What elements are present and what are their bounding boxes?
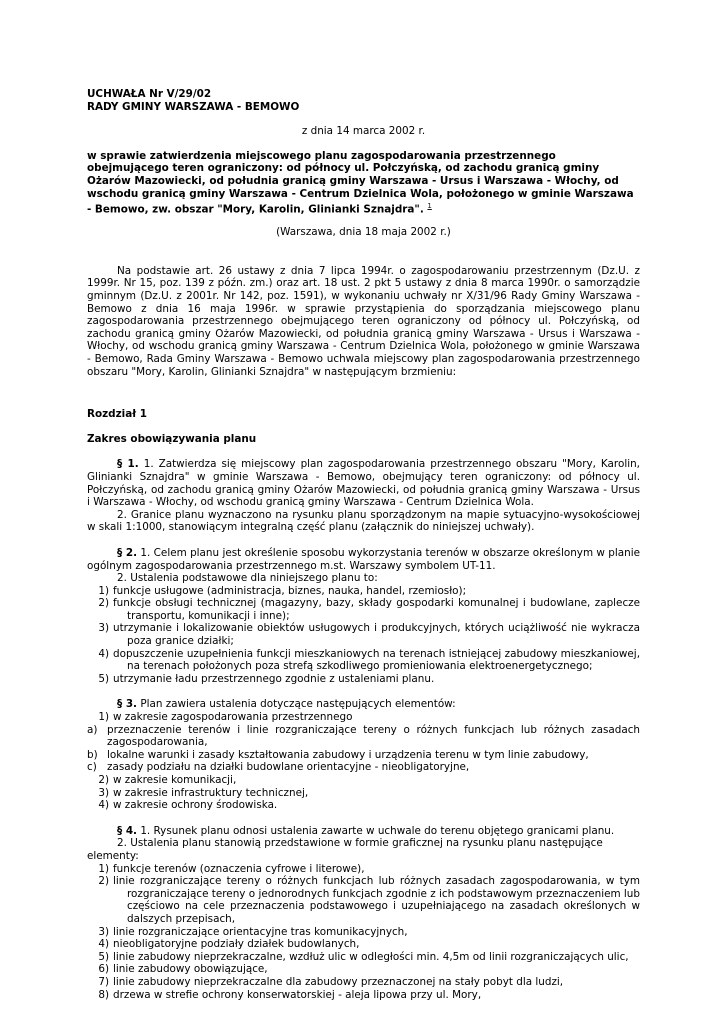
section-3-para-1: Plan zawiera ustalenia dotyczące następujących elementów: [140,698,456,711]
list-item: 5) utrzymanie ładu przestrzennego zgodnie z ustaleniami planu. [98,672,435,685]
section-2-mark: § 2. [117,546,138,559]
section-1-para-1: 1. Zatwierdza się miejscowy plan zagospodarowania przestrzennego obszaru "Mory, Karolin, Glinianki Sznajdra" w gminie Warszawa - Bemowo, obejmujący teren ograniczony: od północy ul. Połczyńską, od zachodu granicą gminy Ożarów Mazowiecki, od południa granicą gminy Warszawa - Ursus i Warszawa - Włochy, od wschodu granicą gminy Warszawa - Centrum Dzielnica Wola. [87,458,640,509]
section-2-list [87,585,640,686]
list-item: 4) nieobligatoryjne podziały działek budowlanych, [98,938,360,951]
list-item: 6) linie zabudowy obowiązujące, [98,963,268,976]
resolution-number: UCHWAŁA Nr V/29/02 [87,88,212,100]
section-2-para-2: 2. Ustalenia podstawowe dla niniejszego planu to: [117,572,378,585]
subject-text: w sprawie zatwierdzenia miejscowego planu zagospodarowania przestrzennego obejmującego teren ograniczony: od północy ul. Połczyńską, od zachodu granicą gminy Ożarów Mazowiecki, od południa granicą gminy Warszawa - Ursus i Warszawa - Włochy, od wschodu granicą gminy Warszawa - Centrum Dzielnica Wola, położonego w gminie Warszawa - Bemowo, zw. obszar "Mory, Karolin, Glinianki Sznajdra". [87,149,634,216]
section-3-list-continued [87,774,640,812]
list-item: b) lokalne warunki i zasady kształtowania zabudowy i urządzenia terenu w tym linie zabudowy, [87,748,589,761]
section-1-para-2: 2. Granice planu wyznaczono na rysunku planu sporządzonym na mapie sytuacyjno-wysokościowej w skali 1:1000, stanowiącym integralną część planu (załącznik do niniejszej uchwały). [87,508,640,534]
preamble: Na podstawie art. 26 ustawy z dnia 7 lipca 1994r. o zagospodarowaniu przestrzennym (Dz.U. z 1999r. Nr 15, poz. 139 z późn. zm.) oraz art. 18 ust. 2 pkt 5 ustawy z dnia 8 marca 1990r. o samorządzie gminnym (Dz.U. z 2001r. Nr 142, poz. 1591), w wykonaniu uchwały nr X/31/96 Rady Gminy Warszawa - Bemowo z dnia 16 maja 1996r. w sprawie przystąpienia do sporządzania miejscowego planu zagospodarowania przestrzennego obejmującego teren ograniczony od północy ul. Połczyńską, od zachodu granicą gminy Ożarów Mazowiecki, od południa granicą gminy Warszawa - Ursus i Warszawa - Włochy, od wschodu granicą gminy Warszawa - Centrum Dzielnica Wola, położonego w gminie Warszawa - Bemowo, Rada Gminy Warszawa - Bemowo uchwala miejscowy plan zagospodarowania przestrzennego obszaru "Mory, Karolin, Glinianki Sznajdra" w następującym brzmieniu: [87,264,640,378]
list-item: 1) w zakresie zagospodarowania przestrzennego [98,711,353,724]
section-2-para-1: 1. Celem planu jest określenie sposobu wykorzystania terenów w obszarze określonym w planie ogólnym zagospodarowania przestrzennego m.st. Warszawy symbolem UT-11. [87,546,640,572]
list-item: 1) funkcje terenów (oznaczenia cyfrowe i literowe), [98,862,365,875]
list-item: 2) linie rozgraniczające tereny o różnych funkcjach lub różnych zasadach zagospodarowania, w tym rozgraniczające tereny o jednorodnych funkcjach zgodnie z ich podstawowym przeznaczeniem lub częściowo na cele przeznaczenia podstawowego i uzupełniającego na zasadach określonych w dalszych przepisach, [98,875,640,925]
list-item: 4) w zakresie ochrony środowiska. [98,799,278,812]
document-page [87,88,640,1001]
section-4 [87,825,640,838]
footnote-link[interactable]: 1 [427,202,432,211]
list-item: 3) utrzymanie i lokalizowanie obiektów usługowych i produkcyjnych, których uciążliwość nie wykracza poza granice działki; [98,622,640,648]
section-4-mark: § 4. [117,824,137,837]
section-3-mark: § 3. [117,698,137,711]
list-item: 3) linie rozgraniczające orientacyjne tras komunikacyjnych, [98,925,408,938]
list-item: 8) drzewa w strefie ochrony konserwatorskiej - aleja lipowa przy ul. Mory, [98,988,482,1001]
section-1-mark: § 1. [117,458,139,471]
chapter-title: Rozdział 1 [87,408,147,421]
council-name: RADY GMINY WARSZAWA - BEMOWO [87,100,300,113]
section-4-para-1: 1. Rysunek planu odnosi ustalenia zawarte w uchwale do terenu objętego granicami planu. [140,824,615,837]
resolution-header [87,88,640,113]
list-item: 2) w zakresie komunikacji, [98,774,237,786]
resolution-date: z dnia 14 marca 2002 r. [301,125,426,138]
section-4-list [87,863,640,1002]
section-3 [87,698,640,711]
list-item: 4) dopuszczenie uzupełnienia funkcji mieszkaniowych na terenach istniejącej zabudowy mieszkaniowej, na terenach położonych poza strefą szkodliwego promieniowania elektroenergetycznego; [98,647,640,673]
resolution-subject [87,150,640,216]
publication-place-date: (Warszawa, dnia 18 maja 2002 r.) [276,226,451,239]
section-4-para-2: 2. Ustalenia planu stanowią przedstawione w formie graficznej na rysunku planu następujące elementy: [87,837,603,862]
list-item: 2) funkcje obsługi technicznej (magazyny, bazy, składy gospodarki komunalnej i budowlane, zaplecze transportu, komunikacji i inne); [98,597,640,622]
list-item: 7) linie zabudowy nieprzekraczalne dla zabudowy przeznaczonej na stały pobyt dla ludzi, [98,975,564,988]
section-3-letter-list [87,724,640,774]
section-3-list [87,711,640,724]
section-1 [87,458,640,508]
scope-title: Zakres obowiązywania planu [87,432,257,445]
section-2 [87,547,640,572]
list-item: a) przeznaczenie terenów i linie rozgraniczające tereny o różnych funkcjach lub różnych zasadach zagospodarowania, [87,723,640,749]
list-item: c) zasady podziału na działki budowlane orientacyjne - nieobligatoryjne, [87,761,470,774]
list-item: 3) w zakresie infrastruktury technicznej, [98,786,309,799]
list-item: 5) linie zabudowy nieprzekraczalne, wzdłuż ulic w odległości min. 4,5m od linii rozgraniczających ulic, [98,950,629,963]
list-item: 1) funkcje usługowe (administracja, biznes, nauka, handel, rzemiosło); [98,584,467,597]
